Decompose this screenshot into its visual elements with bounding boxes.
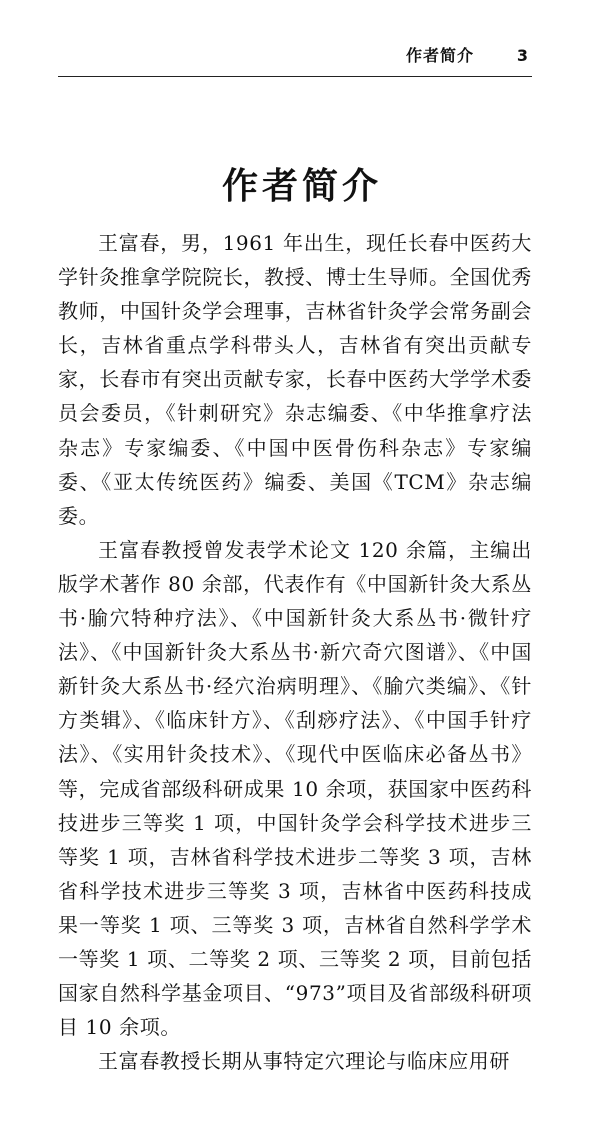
paragraph-publications: 王富春教授曾发表学术论文 120 余篇，主编出版学术著作 80 余部，代表作有《中国新针灸大系丛书·腧穴特种疗法》、《中国新针灸大系丛书·微针疗法》、《中国新针灸大系丛书·新穴奇穴图谱》、《中国新针灸大系丛书·经穴治病明理》、《腧穴类编》、《针方类辑》、《临床针方》、《刮痧疗法》、《中国手针疗法》、《实用针灸技术》、《现代中医临床必备丛书》等，完成省部级科研成果 10 余项，获国家中医药科技进步三等奖 1 项，中国针灸学会科学技术进步三等奖 1 项，吉林省科学技术进步二等奖 3 项，吉林省科学技术进步三等奖 3 项，吉林省中医药科技成果一等奖 1 项、三等奖 3 项，吉林省自然科学学术一等奖 1 项、二等奖 2 项、三等奖 2 项，目前包括国家自然科学基金项目、“973”项目及省部级科研项目 10 余项。 [58,537,532,1040]
page-number: 3 [516,46,528,65]
running-header-title: 作者简介 [405,46,474,65]
paragraph-research: 王富春教授长期从事特定穴理论与临床应用研 [98,1049,510,1074]
body-text [58,226,532,1078]
running-header [58,44,532,77]
section-title: 作者简介 [221,165,382,208]
paragraph-biography: 王富春，男，1961 年出生，现任长春中医药大学针灸推拿学院院长，教授、博士生导师。全国优秀教师，中国针灸学会理事，吉林省针灸学会常务副会长，吉林省重点学科带头人，吉林省有突出贡献专家，长春市有突出贡献专家，长春中医药大学学术委员会委员，《针刺研究》杂志编委、《中华推拿疗法杂志》专家编委、《中国中医骨伤科杂志》专家编委、《亚太传统医药》编委、美国《TCM》杂志编委。 [58,231,532,528]
